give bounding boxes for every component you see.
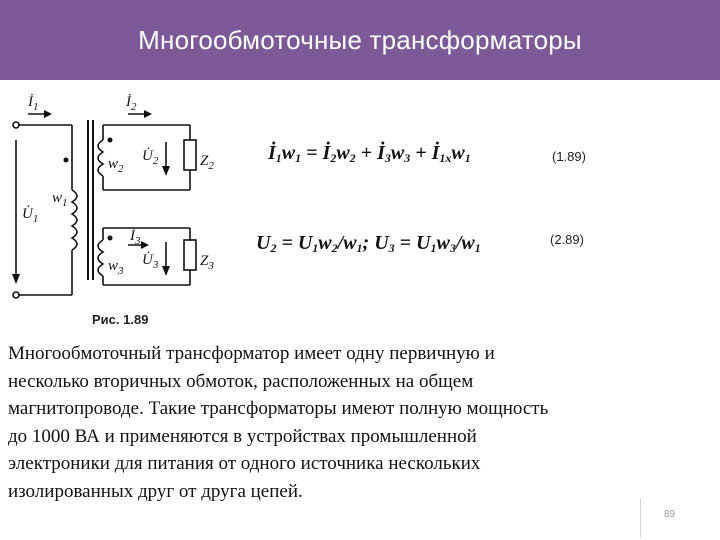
label-U1: $U̇_1$ bbox=[22, 206, 39, 225]
footer-divider bbox=[640, 498, 641, 538]
page-number: 89 bbox=[664, 509, 676, 520]
label-I2: $İ_2$ bbox=[126, 94, 137, 113]
equation-number-1: (1.89) bbox=[552, 149, 586, 164]
label-I1: $İ_1$ bbox=[28, 94, 39, 113]
slide-title: Многообмоточные трансформаторы bbox=[138, 24, 582, 55]
body-line: Многообмоточный трансформатор имеет одну первичную и bbox=[8, 343, 495, 364]
title-bar bbox=[0, 0, 720, 80]
body-paragraph bbox=[8, 340, 648, 505]
label-U3: $U̇_3$ bbox=[142, 252, 159, 271]
label-Z2: $Z_2$ bbox=[200, 153, 214, 172]
figure-caption: Рис. 1.89 bbox=[92, 312, 149, 327]
equation-2-89: $U_2 = U_1w_2/w_1$; $U_3 = U_1w_3/w_1$ bbox=[256, 232, 481, 255]
label-w3: $w_3$ bbox=[108, 258, 124, 277]
label-Z3: $Z_3$ bbox=[200, 253, 214, 272]
body-line: изолированных друг от друга цепей. bbox=[8, 480, 303, 502]
label-w1: $w_1$ bbox=[52, 190, 68, 209]
body-line: электроники для питания от одного источника нескольких bbox=[8, 453, 481, 474]
transformer-circuit-diagram bbox=[0, 80, 250, 310]
equation-1-89: $İ_1w_1$ = $İ_2w_2$ + $İ_3w_3$ + $İ_{1х}w_1$ bbox=[268, 142, 471, 165]
equation-number-2: (2.89) bbox=[550, 232, 584, 247]
body-line: несколько вторичных обмоток, расположенных на общем bbox=[8, 370, 474, 392]
label-w2: $w_2$ bbox=[108, 156, 124, 175]
label-I3: $İ_3$ bbox=[130, 228, 141, 247]
body-line: магнитопроводе. Такие трансформаторы имеют полную мощность bbox=[8, 398, 549, 419]
body-line: до 1000 ВА и применяются в устройствах промышленной bbox=[8, 425, 477, 447]
label-U2: $U̇_2$ bbox=[142, 148, 159, 167]
